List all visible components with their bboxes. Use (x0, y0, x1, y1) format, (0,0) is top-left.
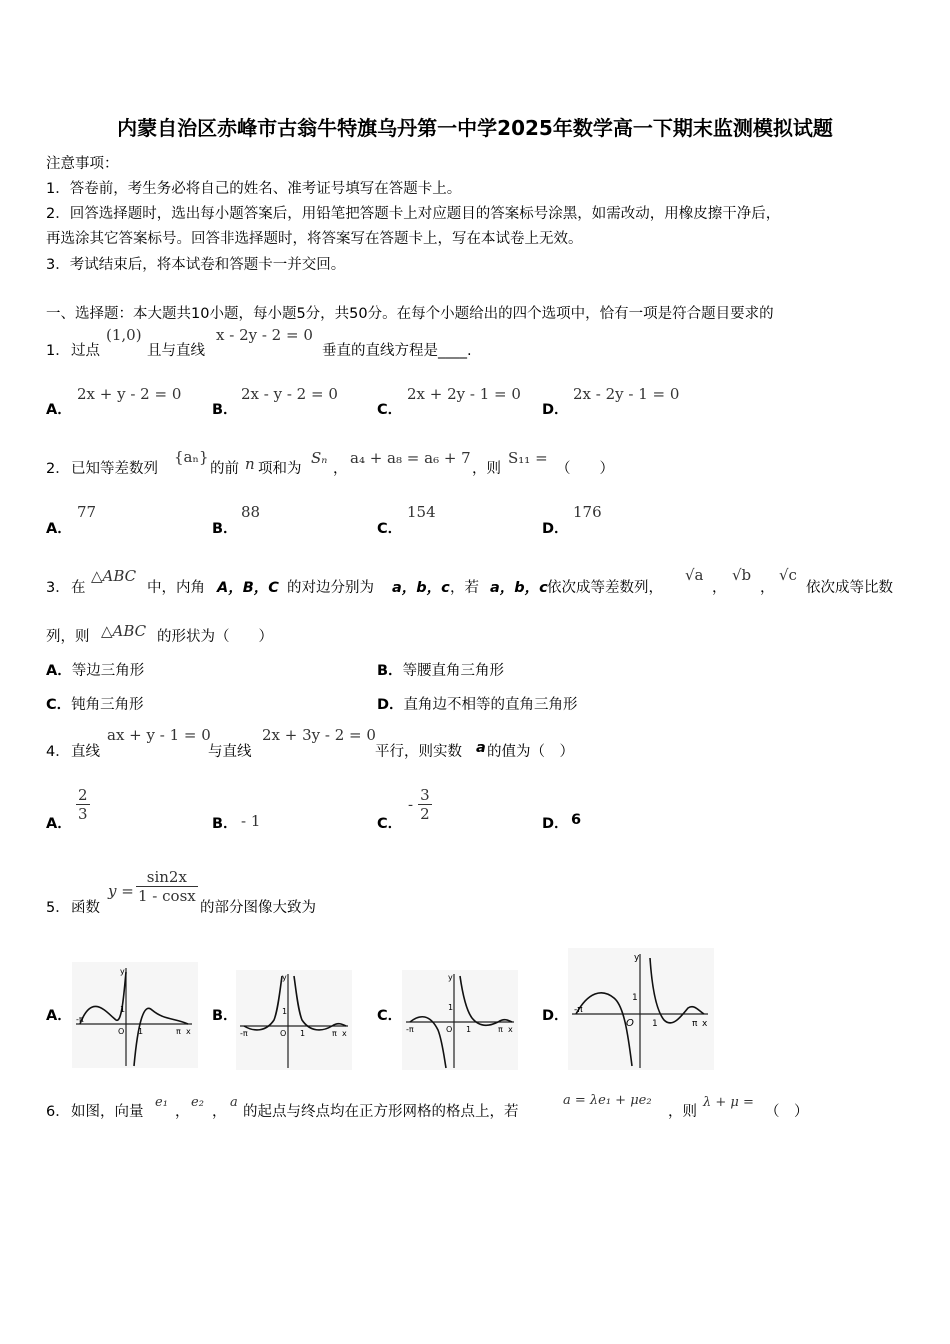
q5-text: 的部分图像大致为 (200, 900, 316, 916)
q1-text: 垂直的直线方程是____. (322, 343, 472, 359)
q2-option-label: D． (542, 521, 569, 537)
axis-label-x: x (702, 1019, 708, 1029)
q4-option-a[interactable] (76, 786, 90, 823)
q5-option-label: C． (377, 1008, 403, 1024)
curve-left (576, 993, 632, 1066)
q2-sn: Sₙ (311, 449, 328, 467)
q2-text: （ ） (556, 461, 614, 477)
q5-graph-b[interactable] (236, 970, 352, 1070)
fraction (76, 786, 90, 823)
q6-number: 6． (46, 1104, 70, 1120)
q3-angles: A，B，C (217, 580, 279, 596)
tick-label: -π (240, 1029, 248, 1038)
fraction-num: 2 (78, 786, 88, 804)
q5-graph-d[interactable] (568, 948, 714, 1070)
q3-sides: a，b，c (392, 580, 450, 596)
q4-a: a (476, 740, 486, 756)
q3-text: 依次成等比数 (806, 580, 893, 596)
q4-text: 的值为（ ） (487, 744, 574, 760)
q1-option-c[interactable]: 2x + 2y - 1 = 0 (407, 385, 521, 403)
q3-triangle: △ABC (91, 567, 137, 585)
q1-line-eq: x - 2y - 2 = 0 (216, 326, 313, 344)
tick-label: π (692, 1019, 698, 1029)
option-label: C． (46, 697, 72, 713)
q4-option-label: D． (542, 816, 569, 832)
tick-label: π (498, 1025, 503, 1034)
q1-option-label: D． (542, 402, 569, 418)
tick-label: 1 (300, 1029, 306, 1038)
q1-text: 且与直线 (147, 343, 205, 359)
fraction-num: 3 (420, 786, 430, 804)
q1-option-label: B． (212, 402, 238, 418)
q3-triangle: △ABC (101, 622, 147, 640)
notice-item: 3．考试结束后，将本试卷和答题卡一并交回。 (46, 257, 346, 273)
q6-a: a (230, 1095, 238, 1110)
q3-option-a[interactable] (46, 659, 144, 680)
origin-label: O (280, 1029, 287, 1038)
q2-text: 项和为 (258, 461, 302, 477)
q2-number: 2． (46, 461, 70, 477)
q3-option-c[interactable] (46, 693, 144, 714)
q1-number: 1． (46, 343, 70, 359)
q2-option-c[interactable]: 154 (407, 503, 436, 521)
minus-sign: - (408, 795, 414, 814)
q3-text: 依次成等差数列， (547, 580, 663, 596)
curve-left (80, 972, 126, 1024)
q2-text: ，则 (472, 461, 501, 477)
q3-sqrt-b: √b (732, 566, 752, 584)
q2-text: ， (333, 461, 348, 477)
q3-text: 中，内角 (147, 580, 205, 596)
tick-label: -π (406, 1025, 414, 1034)
fraction-num: sin2x (146, 868, 187, 886)
q2-option-label: A． (46, 521, 72, 537)
section-heading: 一、选择题：本大题共10小题，每小题5分，共50分。在每个小题给出的四个选项中，恰有一项是符合题目要求的 (46, 306, 774, 322)
q4-text: 直线 (71, 744, 100, 760)
axis-label-y: y (448, 973, 453, 982)
tick-label: -π (76, 1015, 84, 1024)
notice-item: 1．答卷前，考生务必将自己的姓名、准考证号填写在答题卡上。 (46, 181, 462, 197)
axis-label-x: x (342, 1029, 347, 1038)
origin-label: O (446, 1025, 453, 1034)
q4-line1: ax + y - 1 = 0 (107, 726, 211, 744)
curve-right (460, 976, 512, 1025)
q2-sequence: {aₙ} (174, 448, 209, 466)
q3-sqrt-c: √c (779, 566, 797, 584)
q4-option-label: B． (212, 816, 238, 832)
q3-text: ，若 (450, 580, 479, 596)
origin-label: O (118, 1027, 125, 1036)
axis-label-y: y (282, 973, 287, 982)
q4-option-label: C． (377, 816, 403, 832)
q3-text: 在 (71, 580, 86, 596)
option-label: D． (377, 697, 404, 713)
q3-number: 3． (46, 580, 70, 596)
q4-option-b[interactable]: - 1 (241, 812, 261, 830)
curve-left (244, 976, 282, 1030)
axis-label-y: y (120, 967, 125, 976)
q3-text: 的形状为（ ） (157, 629, 273, 645)
q5-number: 5． (46, 900, 70, 916)
q1-option-b[interactable]: 2x - y - 2 = 0 (241, 385, 338, 403)
q4-line2: 2x + 3y - 2 = 0 (262, 726, 376, 744)
notice-item: 2．回答选择题时，选出每小题答案后，用铅笔把答题卡上对应题目的答案标号涂黑，如需改动，用橡皮擦干净后， (46, 206, 781, 222)
q4-number: 4． (46, 744, 70, 760)
q2-option-label: C． (377, 521, 403, 537)
q3-option-d[interactable] (377, 693, 578, 714)
q4-option-label: A． (46, 816, 72, 832)
q1-option-label: A． (46, 402, 72, 418)
q3-sep: ， (760, 580, 775, 596)
q3-text: 列，则 (46, 629, 90, 645)
q2-option-d[interactable]: 176 (573, 503, 602, 521)
origin-label: O (626, 1018, 634, 1029)
q2-text: 已知等差数列 (71, 461, 158, 477)
q6-text: 如图，向量 (71, 1104, 144, 1120)
q2-option-label: B． (212, 521, 238, 537)
tick-label: 1 (448, 1003, 454, 1012)
q2-s11: S₁₁ = (508, 449, 548, 467)
page-title: 内蒙自治区赤峰市古翁牛特旗乌丹第一中学2025年数学高一下期末监测模拟试题 (117, 116, 833, 140)
q6-text: （ ） (765, 1104, 809, 1120)
option-text: 直角边不相等的直角三角形 (403, 697, 578, 713)
tick-label: 1 (652, 1019, 658, 1029)
q2-option-a[interactable]: 77 (77, 503, 97, 521)
fraction-den: 2 (420, 805, 430, 823)
option-text: 钝角三角形 (71, 697, 144, 713)
fraction-den: 1 - cosx (138, 887, 196, 905)
q3-option-b[interactable] (377, 659, 504, 680)
q6-e2: e₂ (191, 1095, 204, 1110)
q5-graph-a[interactable] (72, 962, 198, 1068)
q1-option-label: C． (377, 402, 403, 418)
tick-label: 1 (138, 1027, 144, 1036)
q1-text: 过点 (71, 343, 100, 359)
q3-sep: ， (712, 580, 727, 596)
axis-label-x: x (186, 1027, 191, 1036)
notice-heading: 注意事项： (46, 156, 119, 172)
q4-option-c[interactable] (408, 786, 432, 823)
tick-label: 1 (632, 993, 638, 1003)
q2-n: n (245, 455, 255, 473)
tick-label: π (176, 1027, 181, 1036)
q6-sep: ， (212, 1104, 227, 1120)
q5-graph-c[interactable] (402, 970, 518, 1070)
curve-right (294, 976, 346, 1030)
axis-label-x: x (508, 1025, 513, 1034)
q5-text: 函数 (71, 900, 100, 916)
option-text: 等边三角形 (71, 663, 145, 679)
q5-option-label: A． (46, 1008, 72, 1024)
q5-option-label: B． (212, 1008, 238, 1024)
axis-label-y: y (634, 953, 640, 963)
option-text: 等腰直角三角形 (402, 663, 505, 679)
tick-label: 1 (120, 1005, 126, 1014)
q6-e1: e₁ (155, 1095, 168, 1110)
q6-text: 的起点与终点均在正方形网格的格点上，若 (243, 1104, 519, 1120)
fraction (418, 786, 432, 823)
curve-left (410, 1017, 446, 1068)
q5-fraction (136, 868, 198, 905)
q3-sides: a，b，c (490, 580, 548, 596)
option-label: A． (46, 663, 72, 679)
q6-text: ，则 (668, 1104, 697, 1120)
q4-text: 与直线 (208, 744, 252, 760)
q4-text: 平行，则实数 (375, 744, 462, 760)
q6-sep: ， (175, 1104, 190, 1120)
q1-option-d[interactable]: 2x - 2y - 1 = 0 (573, 385, 680, 403)
tick-label: -π (574, 1005, 583, 1015)
notice-item: 再选涂其它答案标号。回答非选择题时，将答案写在答题卡上，写在本试卷上无效。 (46, 231, 583, 247)
q6-sum: λ + μ = (703, 1095, 754, 1110)
q5-y: y = (108, 882, 134, 900)
q3-sqrt-a: √a (685, 566, 704, 584)
q1-option-a[interactable]: 2x + y - 2 = 0 (77, 385, 182, 403)
q6-equation: a = λe₁ + μe₂ (563, 1093, 652, 1108)
q4-option-d[interactable]: 6 (571, 812, 582, 828)
option-label: B． (377, 663, 403, 679)
q3-text: 的对边分别为 (287, 580, 374, 596)
q2-condition: a₄ + a₈ = a₆ + 7 (350, 449, 471, 467)
fraction-den: 3 (78, 805, 88, 823)
q5-option-label: D． (542, 1008, 569, 1024)
tick-label: 1 (466, 1025, 472, 1034)
q1-point: (1,0) (106, 326, 142, 344)
curve-right (134, 1008, 188, 1066)
curve-right (650, 958, 704, 1023)
tick-label: 1 (282, 1007, 288, 1016)
tick-label: π (332, 1029, 337, 1038)
q2-text: 的前 (210, 461, 239, 477)
q2-option-b[interactable]: 88 (241, 503, 261, 521)
